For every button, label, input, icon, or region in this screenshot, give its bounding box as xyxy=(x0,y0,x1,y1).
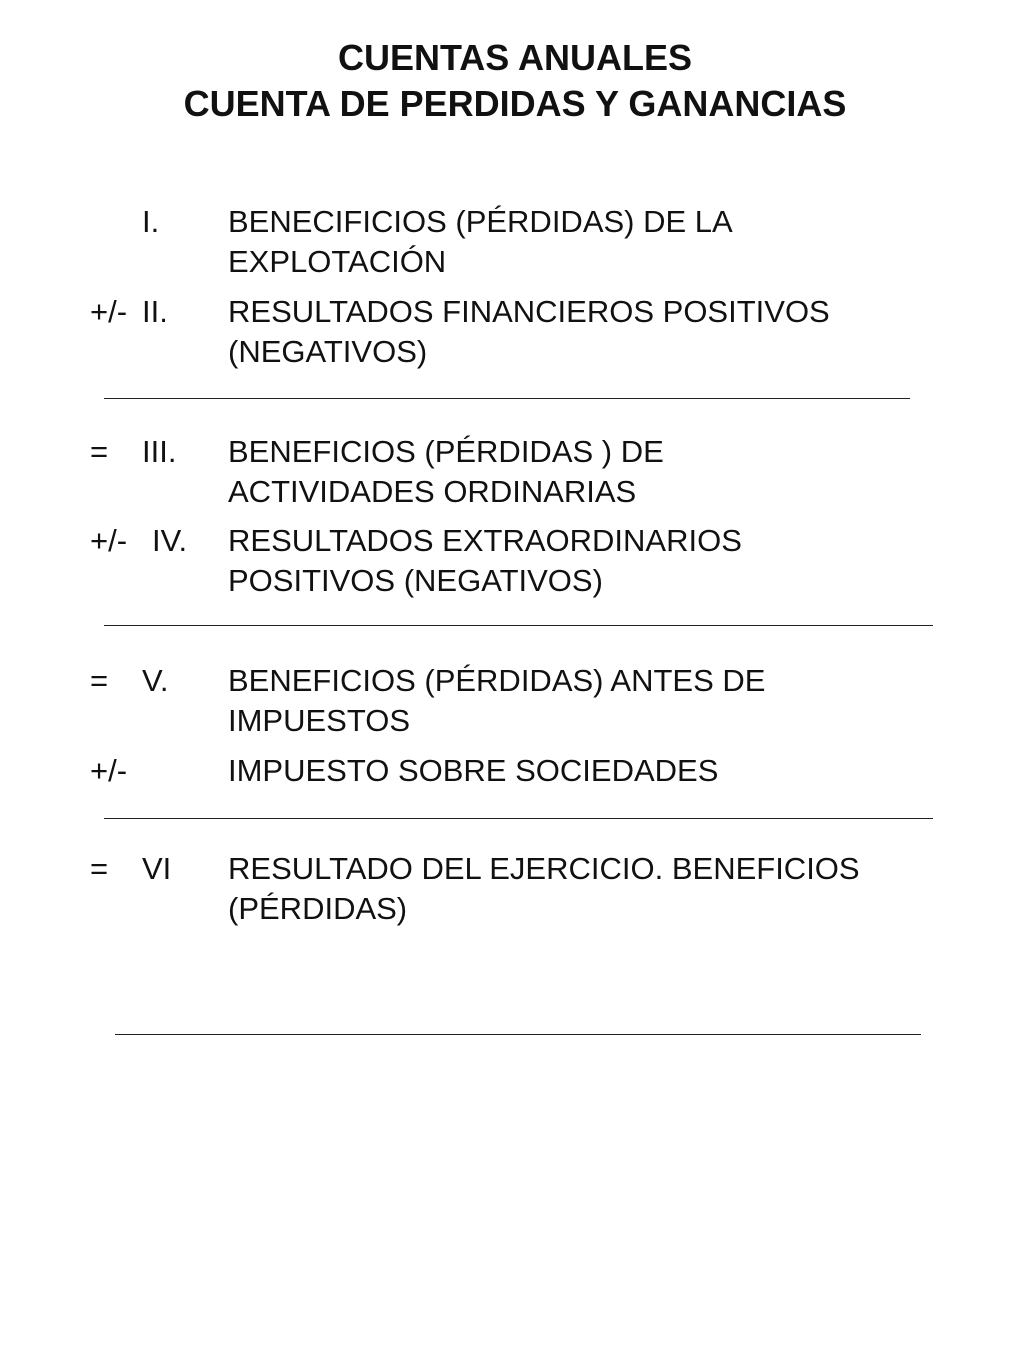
line-item-text-line1: BENEFICIOS (PÉRDIDAS) ANTES DE xyxy=(228,663,766,698)
line-item-text-line2: EXPLOTACIÓN xyxy=(228,244,447,279)
line-item-text xyxy=(228,849,1018,929)
line-item-text xyxy=(228,202,1018,282)
line-item-text xyxy=(228,751,1018,791)
line-item-text-line2: (NEGATIVOS) xyxy=(228,334,428,369)
line-item-text-line2: (PÉRDIDAS) xyxy=(228,891,408,926)
line-item-text-line1: RESULTADOS FINANCIEROS POSITIVOS xyxy=(228,294,830,329)
roman-numeral: I. xyxy=(142,204,160,239)
roman-numeral: VI xyxy=(142,851,172,886)
line-item-text xyxy=(228,432,1018,512)
operator: +/- xyxy=(90,523,128,558)
operator: = xyxy=(90,663,109,698)
final-divider xyxy=(115,1034,921,1035)
roman-numeral: V. xyxy=(142,663,169,698)
line-item-text-line2: IMPUESTOS xyxy=(228,703,411,738)
operator: = xyxy=(90,434,109,469)
roman-numeral: IV. xyxy=(152,523,188,558)
roman-numeral: III. xyxy=(142,434,177,469)
operator: +/- xyxy=(90,294,128,329)
line-item-text-line1: IMPUESTO SOBRE SOCIEDADES xyxy=(228,753,719,788)
line-item-text-line1: RESULTADO DEL EJERCICIO. BENEFICIOS xyxy=(228,851,860,886)
line-item-text xyxy=(228,292,1018,372)
roman-numeral: II. xyxy=(142,294,168,329)
line-item-text xyxy=(228,521,1018,601)
line-item-text xyxy=(228,661,1018,741)
line-item-text-line1: BENECIFICIOS (PÉRDIDAS) DE LA xyxy=(228,204,733,239)
subtotal-divider xyxy=(104,818,933,819)
subtotal-divider xyxy=(104,625,933,626)
page-title: CUENTAS ANUALES xyxy=(337,37,692,78)
operator: +/- xyxy=(90,753,128,788)
line-item-text-line2: ACTIVIDADES ORDINARIAS xyxy=(228,474,637,509)
line-item-text-line1: RESULTADOS EXTRAORDINARIOS xyxy=(228,523,742,558)
line-item-text-line2: POSITIVOS (NEGATIVOS) xyxy=(228,563,603,598)
subtotal-divider xyxy=(104,398,910,399)
page-subtitle: CUENTA DE PERDIDAS Y GANANCIAS xyxy=(183,83,847,124)
line-item-text-line1: BENEFICIOS (PÉRDIDAS ) DE xyxy=(228,434,664,469)
operator: = xyxy=(90,851,109,886)
